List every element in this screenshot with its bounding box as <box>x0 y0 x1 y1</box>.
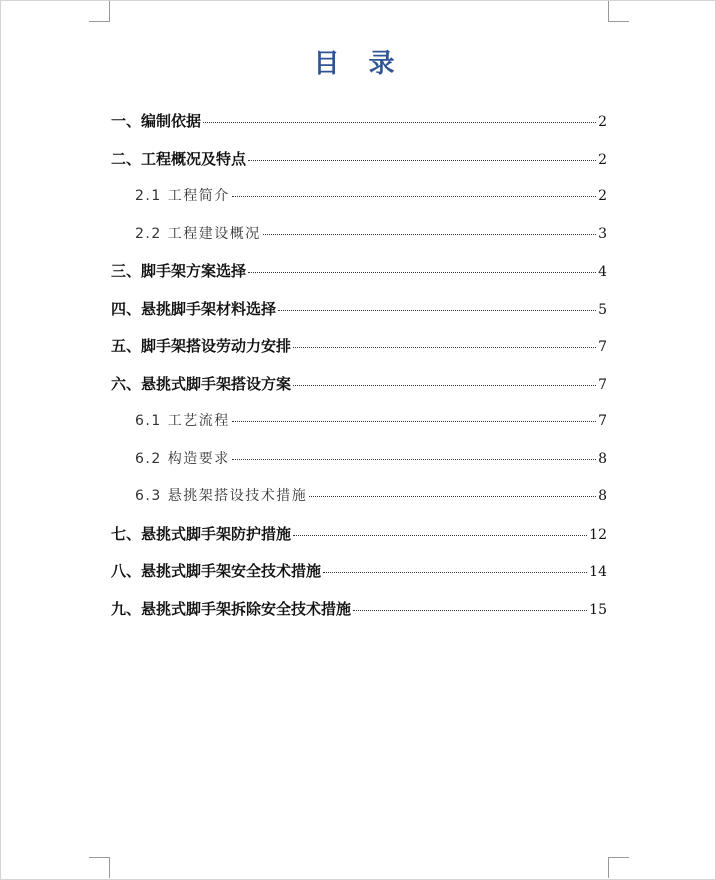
toc-dot-leader <box>278 310 596 311</box>
toc-page-number: 8 <box>598 450 607 467</box>
toc-entry[interactable] <box>111 148 607 186</box>
toc-entry-label: 三、脚手架方案选择 <box>111 262 247 280</box>
crop-mark-bottom-right <box>608 857 629 878</box>
toc-dot-leader <box>232 459 596 460</box>
toc-dot-leader <box>353 610 587 611</box>
toc-page-number: 8 <box>598 488 607 504</box>
toc-dot-leader <box>232 196 596 197</box>
toc-dot-leader <box>248 160 596 161</box>
toc-page-number: 15 <box>589 601 607 618</box>
toc-entry[interactable] <box>111 185 607 223</box>
toc-dot-leader <box>323 572 587 573</box>
toc-dot-leader <box>248 272 596 273</box>
toc-page-number: 12 <box>589 526 607 543</box>
toc-page-number: 14 <box>589 564 607 580</box>
toc-page-number: 4 <box>598 264 607 280</box>
table-of-contents <box>111 110 607 635</box>
crop-mark-top-left <box>89 1 110 22</box>
toc-page-number: 7 <box>598 413 607 429</box>
toc-entry-label: 五、脚手架搭设劳动力安排 <box>111 337 292 355</box>
toc-entry-label: 6.2 构造要求 <box>135 450 230 467</box>
toc-page-number: 2 <box>598 151 607 168</box>
toc-title: 目 录 <box>313 49 405 79</box>
toc-entry[interactable] <box>111 560 607 598</box>
toc-entry-label: 2.2 工程建设概况 <box>135 225 261 242</box>
toc-page-number: 7 <box>598 339 607 355</box>
toc-page-number: 7 <box>598 376 607 393</box>
toc-dot-leader <box>203 122 596 123</box>
toc-entry[interactable] <box>111 448 607 486</box>
toc-page-number: 2 <box>598 188 607 204</box>
toc-entry-label: 2.1 工程简介 <box>135 188 230 204</box>
toc-page-number: 2 <box>598 114 607 130</box>
toc-entry[interactable] <box>111 485 607 523</box>
toc-entry-label: 6.1 工艺流程 <box>135 413 230 429</box>
crop-mark-bottom-left <box>89 857 110 878</box>
toc-entry[interactable] <box>111 298 607 336</box>
toc-entry[interactable] <box>111 410 607 448</box>
toc-page-number: 5 <box>598 301 607 318</box>
toc-dot-leader <box>293 535 587 536</box>
toc-entry-label: 八、悬挑式脚手架安全技术措施 <box>111 562 322 580</box>
toc-dot-leader <box>309 496 596 497</box>
toc-dot-leader <box>232 421 596 422</box>
toc-dot-leader <box>263 234 596 235</box>
toc-page-number: 3 <box>598 225 607 242</box>
toc-entry-label: 6.3 悬挑架搭设技术措施 <box>135 488 308 504</box>
toc-entry-label: 九、悬挑式脚手架拆除安全技术措施 <box>111 599 352 618</box>
toc-entry[interactable] <box>111 598 607 636</box>
toc-entry[interactable] <box>111 373 607 411</box>
toc-entry[interactable] <box>111 110 607 148</box>
toc-entry[interactable] <box>111 335 607 373</box>
crop-mark-top-right <box>608 1 629 22</box>
toc-entry-label: 七、悬挑式脚手架防护措施 <box>111 524 292 543</box>
toc-entry-label: 二、工程概况及特点 <box>111 149 247 168</box>
toc-dot-leader <box>293 385 596 386</box>
toc-entry-label: 六、悬挑式脚手架搭设方案 <box>111 374 292 393</box>
toc-entry[interactable] <box>111 223 607 261</box>
toc-dot-leader <box>293 347 596 348</box>
toc-entry[interactable] <box>111 260 607 298</box>
toc-entry[interactable] <box>111 523 607 561</box>
toc-entry-label: 四、悬挑脚手架材料选择 <box>111 299 277 318</box>
toc-entry-label: 一、编制依据 <box>111 112 202 130</box>
